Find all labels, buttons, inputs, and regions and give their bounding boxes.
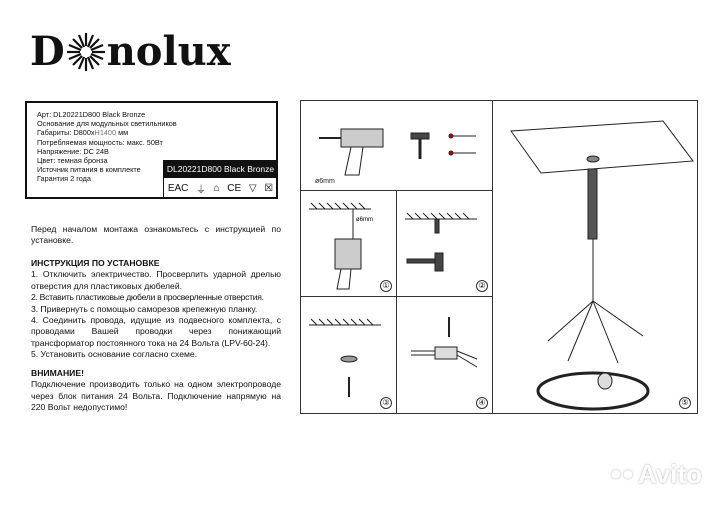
triangle-icon: ▽	[248, 183, 257, 194]
watermark-text: Avito	[637, 459, 702, 489]
dims-prefix: Габариты: D800x	[37, 128, 95, 138]
step-number: ③	[380, 397, 392, 409]
step-3-panel	[300, 296, 397, 414]
indoor-icon: ⌂	[213, 183, 220, 194]
dims-h: H1400	[94, 128, 117, 138]
step-1-panel	[300, 190, 397, 297]
tools-panel	[300, 100, 493, 191]
drill-size-label: ø6mm	[356, 217, 373, 223]
eac-icon: EAC	[167, 183, 189, 194]
step-5-panel	[492, 100, 698, 414]
ce-icon: CE	[227, 183, 242, 194]
spec-line: Напряжение: DC 24В	[37, 146, 109, 156]
certification-marks	[163, 178, 277, 199]
sun-logo-icon	[66, 32, 106, 72]
spec-line: Потребляемая мощность: макс. 50Вт	[37, 137, 163, 147]
warning-text: Подключение производить только на одном электропроводе через блок питания 24 Вольта. Подключение напрямую на 220 Вольт недопустимо!	[31, 379, 281, 413]
warning-title: ВНИМАНИЕ!	[31, 368, 84, 378]
avito-watermark	[610, 459, 702, 490]
intro-text: Перед началом монтажа ознакомьтесь с инструкцией по установке.	[31, 224, 281, 246]
product-label: DL20221D800 Black Bronze	[163, 160, 278, 178]
spec-line: Цвет: темная бронза	[37, 156, 108, 166]
spec-line: Источник питания в комплекте	[37, 165, 141, 175]
instructions	[31, 258, 281, 361]
step-4-panel	[396, 296, 493, 414]
spec-line: Основание для модульных светильников	[37, 119, 177, 129]
step: 3. Привернуть с помощью саморезов крепежную планку.	[31, 303, 258, 314]
instructions-title: ИНСТРУКЦИЯ ПО УСТАНОВКЕ	[31, 258, 160, 268]
step-number: ④	[476, 397, 488, 409]
wire-connection-icon	[397, 297, 492, 413]
step: 4. Соединить провода, идущие из подвесного комплекта, с проводами Вашей проводки через понижающий трансформатор постоянного тока на 24 Вольта (LPV-60-24).	[31, 315, 281, 348]
step: 1. Отключить электричество. Просверлить ударной дрелью отверстия для пластиковых дюбелей.	[31, 269, 281, 291]
ground-icon: ⏚	[196, 185, 206, 196]
mounting-plate-icon	[301, 297, 396, 413]
step-number: ②	[476, 280, 488, 292]
logo-letter: D	[30, 28, 65, 75]
step-2-panel	[396, 190, 493, 297]
brand-logo	[30, 28, 231, 75]
step-number: ⑤	[679, 397, 691, 409]
weee-bin-icon: ☒	[264, 183, 274, 194]
article: Арт: DL20221D800 Black Bronze	[37, 110, 146, 119]
dimensions	[37, 128, 276, 137]
dims-suffix: мм	[116, 128, 129, 138]
avito-logo-icon: ●●	[609, 463, 634, 485]
drill-size-label: ø6mm	[315, 178, 335, 185]
spec-line: Гарантия 2 года	[37, 174, 91, 184]
step: 2. Вставить пластиковые дюбели в просверленные отверстия.	[31, 292, 264, 303]
logo-text: nolux	[106, 28, 231, 75]
chandelier-assembly-icon	[493, 101, 697, 413]
step: 5. Установить основание согласно схеме.	[31, 349, 198, 360]
tools-icon	[301, 101, 492, 190]
step-number: ①	[380, 280, 392, 292]
warning	[31, 368, 281, 414]
